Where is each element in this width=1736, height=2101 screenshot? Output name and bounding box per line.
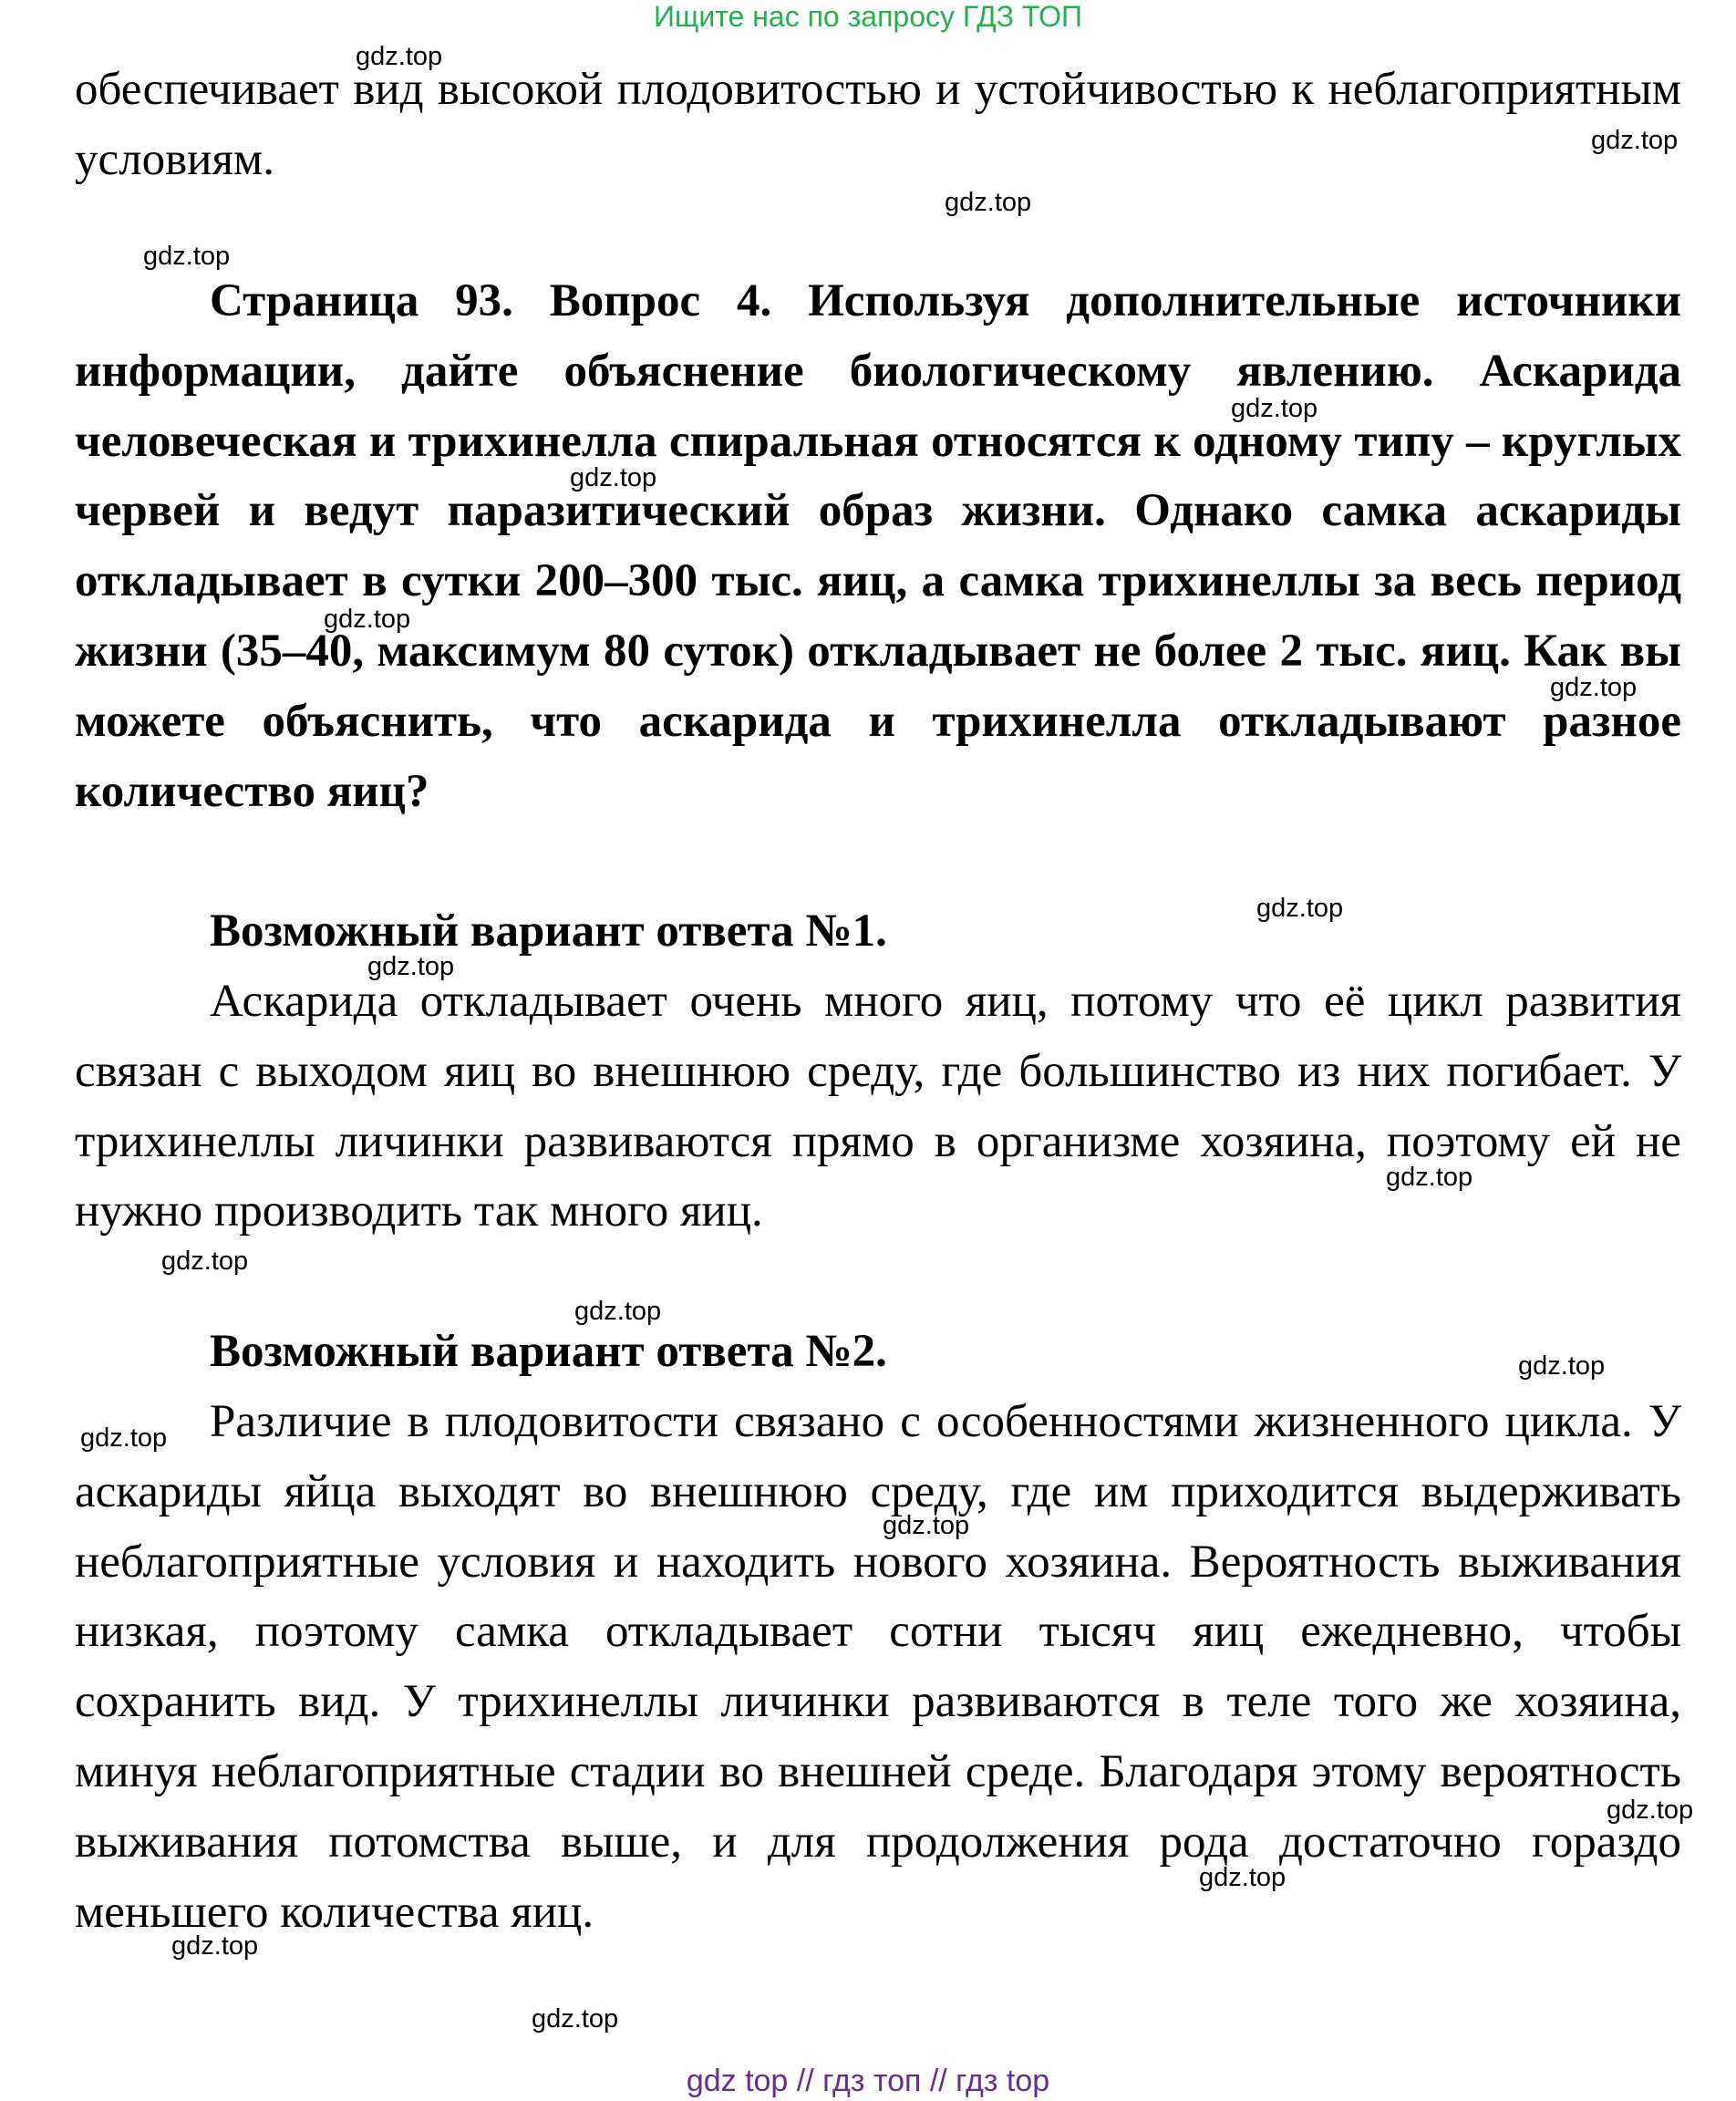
watermark: gdz.top [1550, 673, 1638, 702]
answer1-paragraph: Аскарида откладывает очень много яиц, потому что её цикл развития связан с выходом яиц во внешнюю среду, где большинство из них погибает. У трихинеллы личинки развиваются прямо в организме хозяина, поэтому ей не нужно производить так много яиц. [75, 976, 1681, 1237]
answer1-heading: Возможный вариант ответа №1. [210, 906, 887, 957]
watermark: gdz.top [161, 1247, 249, 1276]
footer-links: gdz top // гдз топ // гдз top [686, 2064, 1050, 2098]
watermark: gdz.top [324, 605, 411, 634]
watermark: gdz.top [532, 2004, 619, 2034]
top-banner: Ищите нас по запросу ГДЗ ТОП [654, 0, 1082, 33]
answer2-heading: Возможный вариант ответа №2. [210, 1326, 887, 1377]
watermark: gdz.top [80, 1423, 168, 1453]
watermark: gdz.top [883, 1511, 970, 1540]
watermark: gdz.top [1591, 126, 1679, 155]
watermark: gdz.top [1607, 1796, 1694, 1825]
watermark: gdz.top [1386, 1163, 1473, 1192]
question-paragraph: Страница 93. Вопрос 4. Используя дополнительные источники информации, дайте объяснение биологическому явлению. Аскарида человеческая и трихинелла спиральная относятся к одному типу – круглых червей и ведут паразитический образ жизни. Однако самка аскариды откладывает в сутки 200–300 тыс. яиц, а самка трихинеллы за весь период жизни (35–40, максимум 80 суток) откладывает не более 2 тыс. яиц. Как вы можете объяснить, что аскарида и трихинелла откладывают разное количество яиц? [75, 275, 1681, 817]
watermark: gdz.top [367, 952, 455, 981]
watermark: gdz.top [143, 242, 231, 271]
watermark: gdz.top [570, 463, 657, 492]
watermark: gdz.top [1199, 1863, 1286, 1892]
intro-paragraph: обеспечивает вид высокой плодовитостью и устойчивостью к неблагоприятным условиям. [75, 64, 1681, 185]
watermark: gdz.top [356, 42, 443, 71]
watermark: gdz.top [1518, 1351, 1606, 1381]
watermark: gdz.top [1231, 394, 1318, 423]
watermark: gdz.top [945, 188, 1032, 217]
watermark: gdz.top [574, 1297, 662, 1326]
answer2-paragraph: Различие в плодовитости связано с особенностями жизненного цикла. У аскариды яйца выходят во внешнюю среду, где им приходится выдерживать неблагоприятные условия и находить нового хозяина. Вероятность выживания низкая, поэтому самка откладывает сотни тысяч яиц ежедневно, чтобы сохранить вид. У трихинеллы личинки развиваются в теле того же хозяина, минуя неблагоприятные стадии во внешней среде. Благодаря этому вероятность выживания потомства выше, и для продолжения рода достаточно гораздо меньшего количества яиц. [75, 1396, 1681, 1938]
watermark: gdz.top [171, 1931, 259, 1961]
watermark: gdz.top [1256, 894, 1344, 923]
